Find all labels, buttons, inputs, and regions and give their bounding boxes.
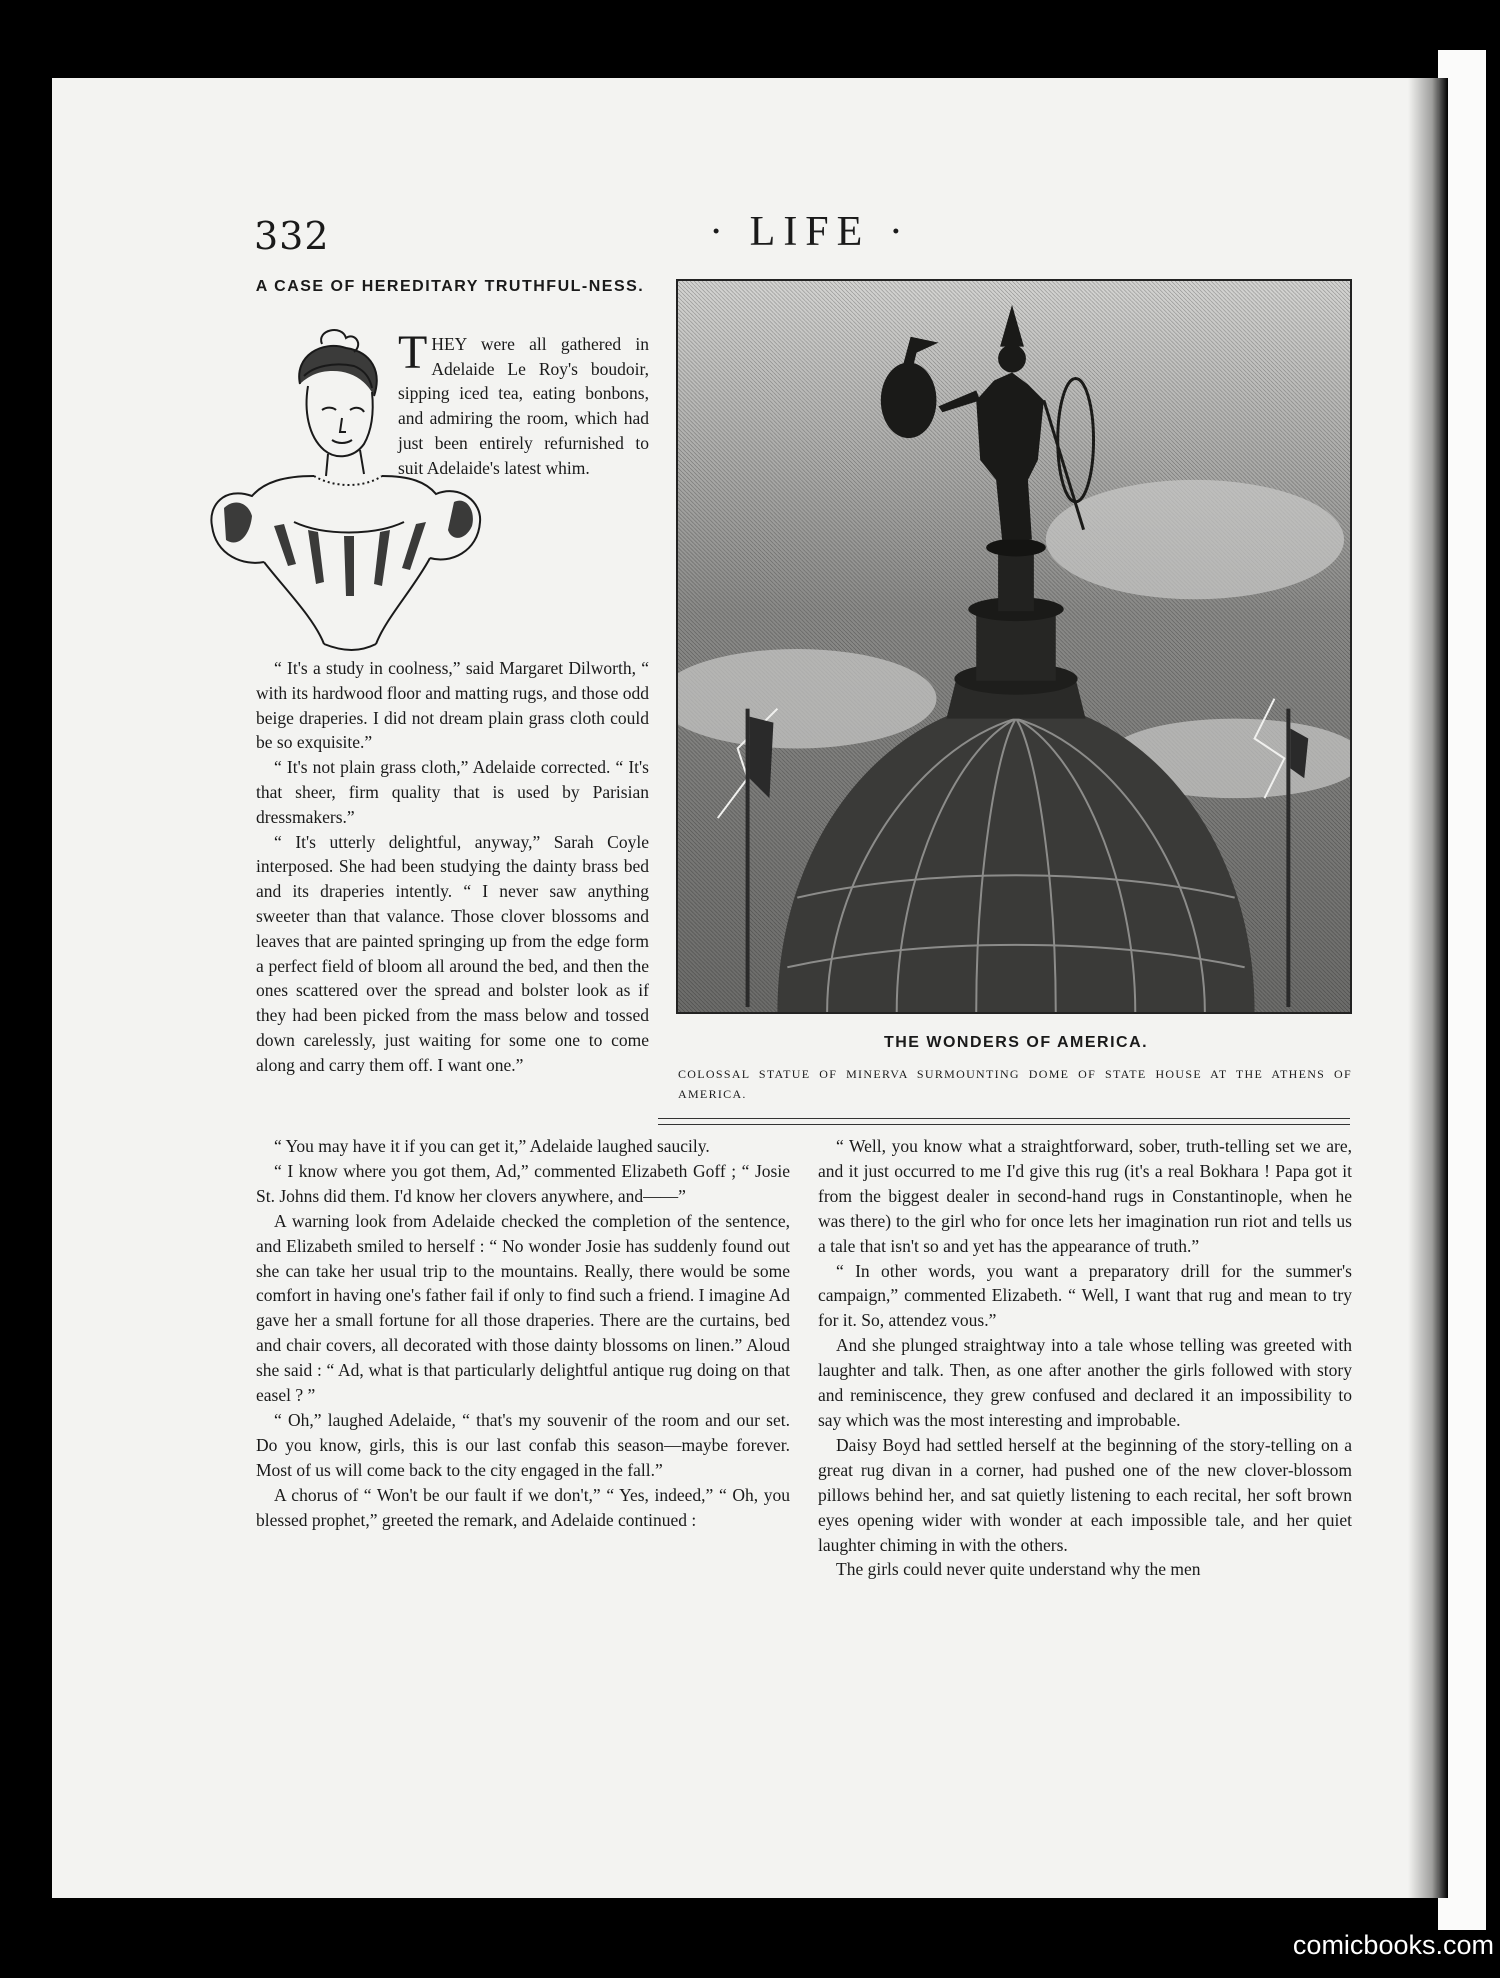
site-watermark: comicbooks.com [1292,1930,1494,1960]
paragraph: The girls could never quite understand why the men [836,1559,1201,1580]
lower-left-column [256,1134,790,1533]
minerva-statue-engraving [676,279,1352,1014]
page-number: 332 [254,214,330,258]
double-rule-divider [658,1118,1350,1125]
illustration-caption-text: COLOSSAL STATUE OF MINERVA SURMOUNTING DOME OF STATE HOUSE AT THE ATHENS OF AMERICA. [678,1067,1352,1101]
paragraph: “ It's a study in coolness,” said Margaret Dilworth, “ with its hardwood floor and matting rugs, and those odd beige draperies. I did not dream plain grass cloth could be so exquisite.” [256,658,649,753]
lower-right-column [818,1134,1352,1582]
article-title: A CASE OF HEREDITARY TRUTHFUL-NESS. [255,278,645,295]
illustration-caption-title: THE WONDERS OF AMERICA. [883,1034,1149,1051]
paragraph: “ Well, you know what a straightforward, sober, truth-telling set we are, and it just occurred to me I'd give this rug (it's a real Bokhara ! Papa got it from the biggest dealer in second-hand rugs in Constantinople, when he was there) to the girl who for once lets her imagination run riot and tells us a tale that isn't so and yet has the appearance of truth.” [818,1136,1352,1256]
paragraph: “ It's utterly delightful, anyway,” Sarah Coyle interposed. She had been studying the dainty brass bed and its draperies intently. “ I never saw anything sweeter than that valance. Those clover blossoms and leaves that are painted springing up from the edge form a perfect field of bloom all around the bed, and then the ones scattered over the spread and bolster look as if they had been picked from the mass below and tossed down carelessly, just waiting for some one to come along and carry them off. I want one.” [256,831,649,1075]
article-intro [398,326,649,480]
paragraph: Daisy Boyd had settled herself at the beginning of the story-telling on a great rug divan in a corner, had pushed one of the new clover-blossom pillows behind her, and sat quietly listening to each recital, her soft brown eyes opening wider with wonder at each impossible tale, and her quiet laughter chiming in with the others. [818,1434,1352,1555]
paragraph: “ I know where you got them, Ad,” commented Elizabeth Goff ; “ Josie St. Johns did them. I'd know her clovers anywhere, and——” [256,1160,790,1206]
upper-left-column [256,656,649,1078]
drop-cap: T [398,326,428,379]
paragraph: A chorus of “ Won't be our fault if we don't,” “ Yes, indeed,” “ Oh, you blessed prophet,” greeted the remark, and Adelaide continued : [256,1484,790,1530]
intro-text: HEY were all gathered in Adelaide Le Roy's boudoir, sipping iced tea, eating bonbons, and admiring the room, which had just been entirely refurnished to suit Adelaide's latest whim. [398,334,649,478]
paragraph: “ In other words, you want a preparatory drill for the summer's campaign,” commented Elizabeth. “ Well, I want that rug and mean to try for it. So, attendez vous.” [818,1260,1352,1331]
paragraph: “ You may have it if you can get it,” Adelaide laughed saucily. [274,1136,710,1156]
paragraph: A warning look from Adelaide checked the completion of the sentence, and Elizabeth smiled to herself : “ No wonder Josie has suddenly found out she can take her usual trip to the mountains. Really, there would be some comfort in having one's father fail if only to find such a friend. I imagine Ad gave her a small fortune for all those draperies. There are the curtains, bed and chair covers, all decorated with those dainty blossoms on linen.” Aloud she said : “ Ad, what is that particularly delightful antique rug doing on that easel ? ” [256,1210,790,1406]
paragraph: “ It's not plain grass cloth,” Adelaide corrected. “ It's that sheer, firm quality that is used by Parisian dressmakers.” [256,757,649,827]
paragraph: “ Oh,” laughed Adelaide, “ that's my souvenir of the room and our set. Do you know, girls, this is our last confab this season—maybe forever. Most of us will come back to the city engaged in the fall.” [256,1409,790,1480]
paragraph: And she plunged straightway into a tale whose telling was greeted with laughter and talk. Then, as one after another the girls followed with story and reminiscence, they grew confused and declared it an impossibility to say which was the most interesting and improbable. [818,1335,1352,1430]
masthead: · LIFE · [709,209,911,255]
gutter-shadow [1408,78,1448,1898]
